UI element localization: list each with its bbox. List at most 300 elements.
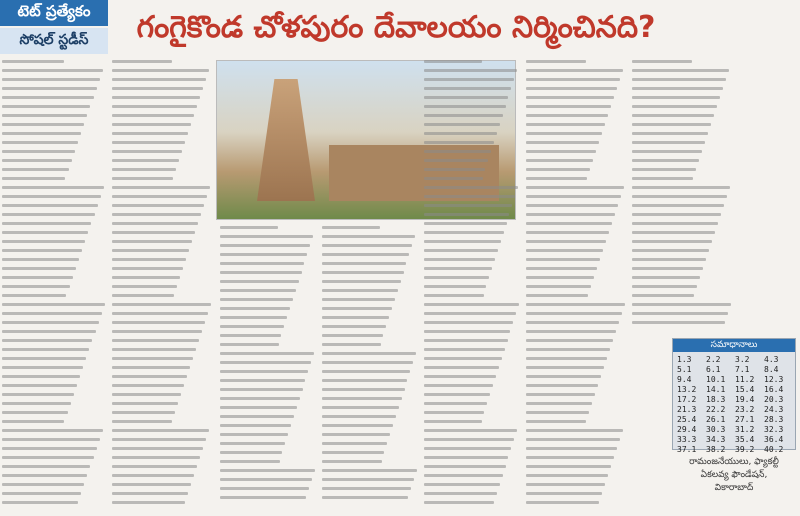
text-line xyxy=(322,379,407,382)
text-line xyxy=(526,267,597,270)
text-line xyxy=(112,213,201,216)
text-line xyxy=(526,393,595,396)
text-line xyxy=(2,105,90,108)
text-line xyxy=(526,168,590,171)
text-line xyxy=(2,222,91,225)
text-line xyxy=(322,352,416,355)
text-line xyxy=(322,433,390,436)
text-line xyxy=(526,465,611,468)
text-line xyxy=(2,330,96,333)
text-line xyxy=(2,429,103,432)
text-line xyxy=(112,204,204,207)
text-line xyxy=(424,321,513,324)
text-line xyxy=(112,141,185,144)
answer-key-cell: 18.3 xyxy=(706,395,726,404)
text-line xyxy=(220,424,291,427)
section-tag-primary: టెట్ ప్రత్యేకం xyxy=(0,0,108,26)
text-line xyxy=(2,384,77,387)
text-line xyxy=(632,78,726,81)
text-line xyxy=(112,96,200,99)
answer-key-cell: 6.1 xyxy=(706,365,721,374)
text-line xyxy=(424,231,504,234)
text-line xyxy=(220,433,288,436)
text-line xyxy=(2,366,83,369)
text-line xyxy=(112,339,199,342)
text-line xyxy=(526,402,592,405)
text-line xyxy=(220,289,296,292)
text-line xyxy=(424,123,500,126)
text-line xyxy=(112,231,195,234)
answer-key-cell: 8.4 xyxy=(764,365,779,374)
text-line xyxy=(526,114,608,117)
text-line xyxy=(632,204,724,207)
text-line xyxy=(526,249,603,252)
text-line xyxy=(112,177,173,180)
text-line xyxy=(632,186,730,189)
text-line xyxy=(2,492,81,495)
answer-key-cell: 23.2 xyxy=(735,405,755,414)
text-line xyxy=(526,384,598,387)
text-line xyxy=(220,316,287,319)
answer-key-cell: 38.2 xyxy=(706,445,726,454)
text-line xyxy=(220,379,305,382)
text-line xyxy=(112,366,190,369)
answer-key-cell: 10.1 xyxy=(706,375,726,384)
text-line xyxy=(632,267,703,270)
text-line xyxy=(424,366,499,369)
text-line xyxy=(424,213,509,216)
text-line xyxy=(424,429,517,432)
text-line xyxy=(424,420,482,423)
text-line xyxy=(322,397,402,400)
answer-key-cell: 30.3 xyxy=(706,425,726,434)
text-line xyxy=(424,492,497,495)
text-line xyxy=(322,298,395,301)
section-tag-secondary: సోషల్ స్టడీస్ xyxy=(0,28,108,54)
text-line xyxy=(424,501,494,504)
text-line xyxy=(322,496,408,499)
text-line xyxy=(322,235,415,238)
text-line xyxy=(526,177,587,180)
text-line xyxy=(112,393,181,396)
text-line xyxy=(112,321,205,324)
text-line xyxy=(526,303,625,306)
answer-key-grid xyxy=(673,352,795,457)
text-line xyxy=(424,312,516,315)
text-line xyxy=(2,375,80,378)
text-line xyxy=(2,186,104,189)
text-line xyxy=(112,168,176,171)
text-line xyxy=(322,451,384,454)
text-line xyxy=(2,114,87,117)
text-line xyxy=(220,415,294,418)
text-line xyxy=(526,447,617,450)
page-headline: గంగైకొండ చోళపురం దేవాలయం నిర్మించినది? xyxy=(136,10,656,45)
text-line xyxy=(112,330,202,333)
text-line xyxy=(424,222,507,225)
text-line xyxy=(2,249,82,252)
text-line xyxy=(322,406,399,409)
text-line xyxy=(424,411,484,414)
text-line xyxy=(220,397,300,400)
text-line xyxy=(424,384,493,387)
text-line xyxy=(632,249,709,252)
text-line xyxy=(112,384,184,387)
text-line xyxy=(632,195,727,198)
answer-key-cell: 5.1 xyxy=(677,365,692,374)
text-line xyxy=(112,483,191,486)
text-line xyxy=(632,222,718,225)
question-column-6 xyxy=(526,60,626,510)
text-line xyxy=(632,105,717,108)
answer-key-cell: 20.3 xyxy=(764,395,784,404)
text-line xyxy=(322,388,405,391)
text-line xyxy=(526,60,586,63)
text-line xyxy=(526,141,599,144)
text-line xyxy=(112,375,187,378)
answer-key-cell: 1.3 xyxy=(677,355,692,364)
answer-key-cell: 13.2 xyxy=(677,385,697,394)
text-line xyxy=(112,132,188,135)
text-line xyxy=(2,195,101,198)
answer-key-cell: 12.3 xyxy=(764,375,784,384)
text-line xyxy=(2,213,95,216)
text-line xyxy=(632,60,692,63)
text-line xyxy=(526,339,613,342)
text-line xyxy=(2,438,100,441)
text-line xyxy=(2,168,69,171)
text-line xyxy=(322,478,414,481)
text-line xyxy=(220,307,290,310)
text-line xyxy=(2,204,98,207)
text-line xyxy=(526,420,586,423)
text-line xyxy=(2,393,74,396)
text-line xyxy=(220,343,279,346)
text-line xyxy=(632,132,708,135)
text-line xyxy=(632,168,696,171)
text-line xyxy=(424,258,495,261)
text-line xyxy=(2,465,90,468)
text-line xyxy=(424,69,517,72)
answer-key-cell: 11.2 xyxy=(735,375,755,384)
text-line xyxy=(112,312,208,315)
text-line xyxy=(112,105,197,108)
text-line xyxy=(2,303,105,306)
text-line xyxy=(2,285,70,288)
text-line xyxy=(322,262,406,265)
text-line xyxy=(322,325,386,328)
text-line xyxy=(632,285,697,288)
text-line xyxy=(112,249,189,252)
text-line xyxy=(526,483,605,486)
text-line xyxy=(2,411,68,414)
text-line xyxy=(424,267,492,270)
text-line xyxy=(2,96,94,99)
text-line xyxy=(632,213,721,216)
text-line xyxy=(632,231,715,234)
text-line xyxy=(2,474,87,477)
answer-key-cell: 26.1 xyxy=(706,415,726,424)
text-line xyxy=(632,312,728,315)
text-line xyxy=(322,289,398,292)
text-line xyxy=(322,361,413,364)
text-line xyxy=(424,141,494,144)
text-line xyxy=(424,438,514,441)
text-line xyxy=(526,375,601,378)
text-line xyxy=(220,370,308,373)
text-line xyxy=(632,303,731,306)
text-line xyxy=(2,87,97,90)
text-line xyxy=(2,177,65,180)
text-line xyxy=(424,303,519,306)
answer-key-cell: 4.3 xyxy=(764,355,779,364)
text-line xyxy=(526,69,623,72)
text-line xyxy=(526,186,624,189)
text-line xyxy=(112,420,172,423)
text-line xyxy=(2,141,78,144)
text-line xyxy=(322,460,382,463)
answer-key-cell: 32.3 xyxy=(764,425,784,434)
text-line xyxy=(2,483,84,486)
text-line xyxy=(424,393,490,396)
text-line xyxy=(2,402,71,405)
text-line xyxy=(322,316,389,319)
answer-key-cell: 40.2 xyxy=(764,445,784,454)
text-line xyxy=(424,177,483,180)
answer-key-cell: 35.4 xyxy=(735,435,755,444)
text-line xyxy=(526,456,614,459)
text-line xyxy=(526,474,608,477)
text-line xyxy=(220,352,314,355)
text-line xyxy=(112,114,194,117)
text-line xyxy=(526,231,609,234)
answer-key-cell: 37.1 xyxy=(677,445,697,454)
text-line xyxy=(526,123,605,126)
text-line xyxy=(220,442,285,445)
text-line xyxy=(424,447,511,450)
text-line xyxy=(322,307,392,310)
text-line xyxy=(424,456,508,459)
answer-key-cell: 27.1 xyxy=(735,415,755,424)
text-line xyxy=(2,132,81,135)
answer-key-cell: 21.3 xyxy=(677,405,697,414)
text-line xyxy=(632,123,711,126)
text-line xyxy=(424,78,514,81)
text-line xyxy=(424,339,508,342)
answer-key-cell: 14.1 xyxy=(706,385,726,394)
text-line xyxy=(2,159,72,162)
text-line xyxy=(2,501,78,504)
text-line xyxy=(112,501,185,504)
text-line xyxy=(2,60,64,63)
answer-key-cell: 3.2 xyxy=(735,355,750,364)
text-line xyxy=(2,240,85,243)
text-line xyxy=(632,240,712,243)
text-line xyxy=(112,150,182,153)
text-line xyxy=(632,141,705,144)
text-line xyxy=(322,280,401,283)
answer-key-cell: 34.3 xyxy=(706,435,726,444)
text-line xyxy=(526,276,594,279)
text-line xyxy=(526,96,614,99)
text-line xyxy=(322,487,411,490)
text-line xyxy=(2,294,66,297)
text-line xyxy=(112,159,179,162)
text-line xyxy=(632,87,723,90)
text-line xyxy=(424,87,511,90)
text-line xyxy=(220,361,311,364)
question-column-4 xyxy=(322,226,418,505)
text-line xyxy=(424,294,484,297)
answer-key-cell: 31.2 xyxy=(735,425,755,434)
text-line xyxy=(526,285,591,288)
text-line xyxy=(322,226,380,229)
text-line xyxy=(526,294,588,297)
text-line xyxy=(220,406,297,409)
text-line xyxy=(112,87,203,90)
answer-key-cell: 28.3 xyxy=(764,415,784,424)
text-line xyxy=(112,195,207,198)
answer-key-cell: 19.4 xyxy=(735,395,755,404)
answer-key-cell: 24.3 xyxy=(764,405,784,414)
text-line xyxy=(112,348,196,351)
text-line xyxy=(322,343,381,346)
answer-key-cell: 39.2 xyxy=(735,445,755,454)
text-line xyxy=(322,415,396,418)
text-line xyxy=(526,222,612,225)
text-line xyxy=(526,87,617,90)
text-line xyxy=(112,222,198,225)
text-line xyxy=(2,339,92,342)
text-line xyxy=(220,253,307,256)
answer-key-cell: 22.2 xyxy=(706,405,726,414)
text-line xyxy=(424,474,503,477)
text-line xyxy=(632,294,694,297)
text-line xyxy=(424,240,501,243)
text-line xyxy=(632,69,729,72)
text-line xyxy=(526,330,616,333)
text-line xyxy=(424,96,508,99)
text-line xyxy=(424,159,488,162)
text-line xyxy=(2,321,99,324)
text-line xyxy=(112,294,174,297)
text-line xyxy=(632,150,702,153)
text-line xyxy=(424,402,487,405)
text-line xyxy=(112,276,180,279)
text-line xyxy=(112,258,186,261)
text-line xyxy=(2,267,76,270)
text-line xyxy=(112,402,178,405)
text-line xyxy=(220,262,304,265)
text-line xyxy=(112,357,193,360)
text-line xyxy=(632,114,714,117)
text-line xyxy=(322,334,383,337)
answer-key-cell: 17.2 xyxy=(677,395,697,404)
text-line xyxy=(112,285,177,288)
text-line xyxy=(424,276,489,279)
text-line xyxy=(632,159,699,162)
text-line xyxy=(220,487,309,490)
text-line xyxy=(112,456,200,459)
text-line xyxy=(220,325,284,328)
text-line xyxy=(526,312,622,315)
text-line xyxy=(424,168,485,171)
text-line xyxy=(2,357,86,360)
text-line xyxy=(2,276,73,279)
answer-key-cell: 15.4 xyxy=(735,385,755,394)
answer-key-cell: 29.4 xyxy=(677,425,697,434)
text-line xyxy=(322,244,412,247)
text-line xyxy=(112,438,206,441)
text-line xyxy=(424,249,498,252)
text-line xyxy=(424,186,518,189)
question-column-2 xyxy=(112,60,212,510)
answer-key-box xyxy=(672,338,796,454)
answer-key-cell: 16.4 xyxy=(764,385,784,394)
text-line xyxy=(112,447,203,450)
text-line xyxy=(112,267,183,270)
text-line xyxy=(220,298,293,301)
text-line xyxy=(526,258,600,261)
text-line xyxy=(112,492,188,495)
text-line xyxy=(2,348,89,351)
text-line xyxy=(112,465,197,468)
text-line xyxy=(632,258,706,261)
text-line xyxy=(322,442,387,445)
text-line xyxy=(424,357,502,360)
text-line xyxy=(112,303,211,306)
text-line xyxy=(2,231,88,234)
text-line xyxy=(112,69,209,72)
text-line xyxy=(322,424,393,427)
text-line xyxy=(2,150,75,153)
question-column-1 xyxy=(2,60,106,510)
text-line xyxy=(2,69,103,72)
text-line xyxy=(424,330,510,333)
text-line xyxy=(526,321,619,324)
text-line xyxy=(424,348,505,351)
text-line xyxy=(632,321,725,324)
text-line xyxy=(220,271,302,274)
text-line xyxy=(526,195,621,198)
text-line xyxy=(112,60,172,63)
text-line xyxy=(424,195,515,198)
answer-key-cell: 2.2 xyxy=(706,355,721,364)
text-line xyxy=(632,177,693,180)
text-line xyxy=(2,258,79,261)
answer-key-cell: 33.3 xyxy=(677,435,697,444)
text-line xyxy=(322,370,410,373)
text-line xyxy=(424,285,486,288)
text-line xyxy=(2,447,97,450)
question-column-3 xyxy=(220,226,316,505)
text-line xyxy=(2,456,94,459)
author-credit: రామంజనేయులు, ఫ్యాకల్టీ ఏకలవ్య ఫౌండేషన్, వికారాబాద్ xyxy=(689,457,779,493)
text-line xyxy=(220,478,312,481)
text-line xyxy=(526,150,596,153)
text-line xyxy=(424,465,506,468)
text-line xyxy=(220,469,315,472)
text-line xyxy=(2,312,102,315)
answer-key-cell: 7.1 xyxy=(735,365,750,374)
text-line xyxy=(526,348,610,351)
text-line xyxy=(526,438,620,441)
text-line xyxy=(220,226,278,229)
text-line xyxy=(112,411,175,414)
text-line xyxy=(526,411,589,414)
text-line xyxy=(632,276,700,279)
text-line xyxy=(220,235,313,238)
